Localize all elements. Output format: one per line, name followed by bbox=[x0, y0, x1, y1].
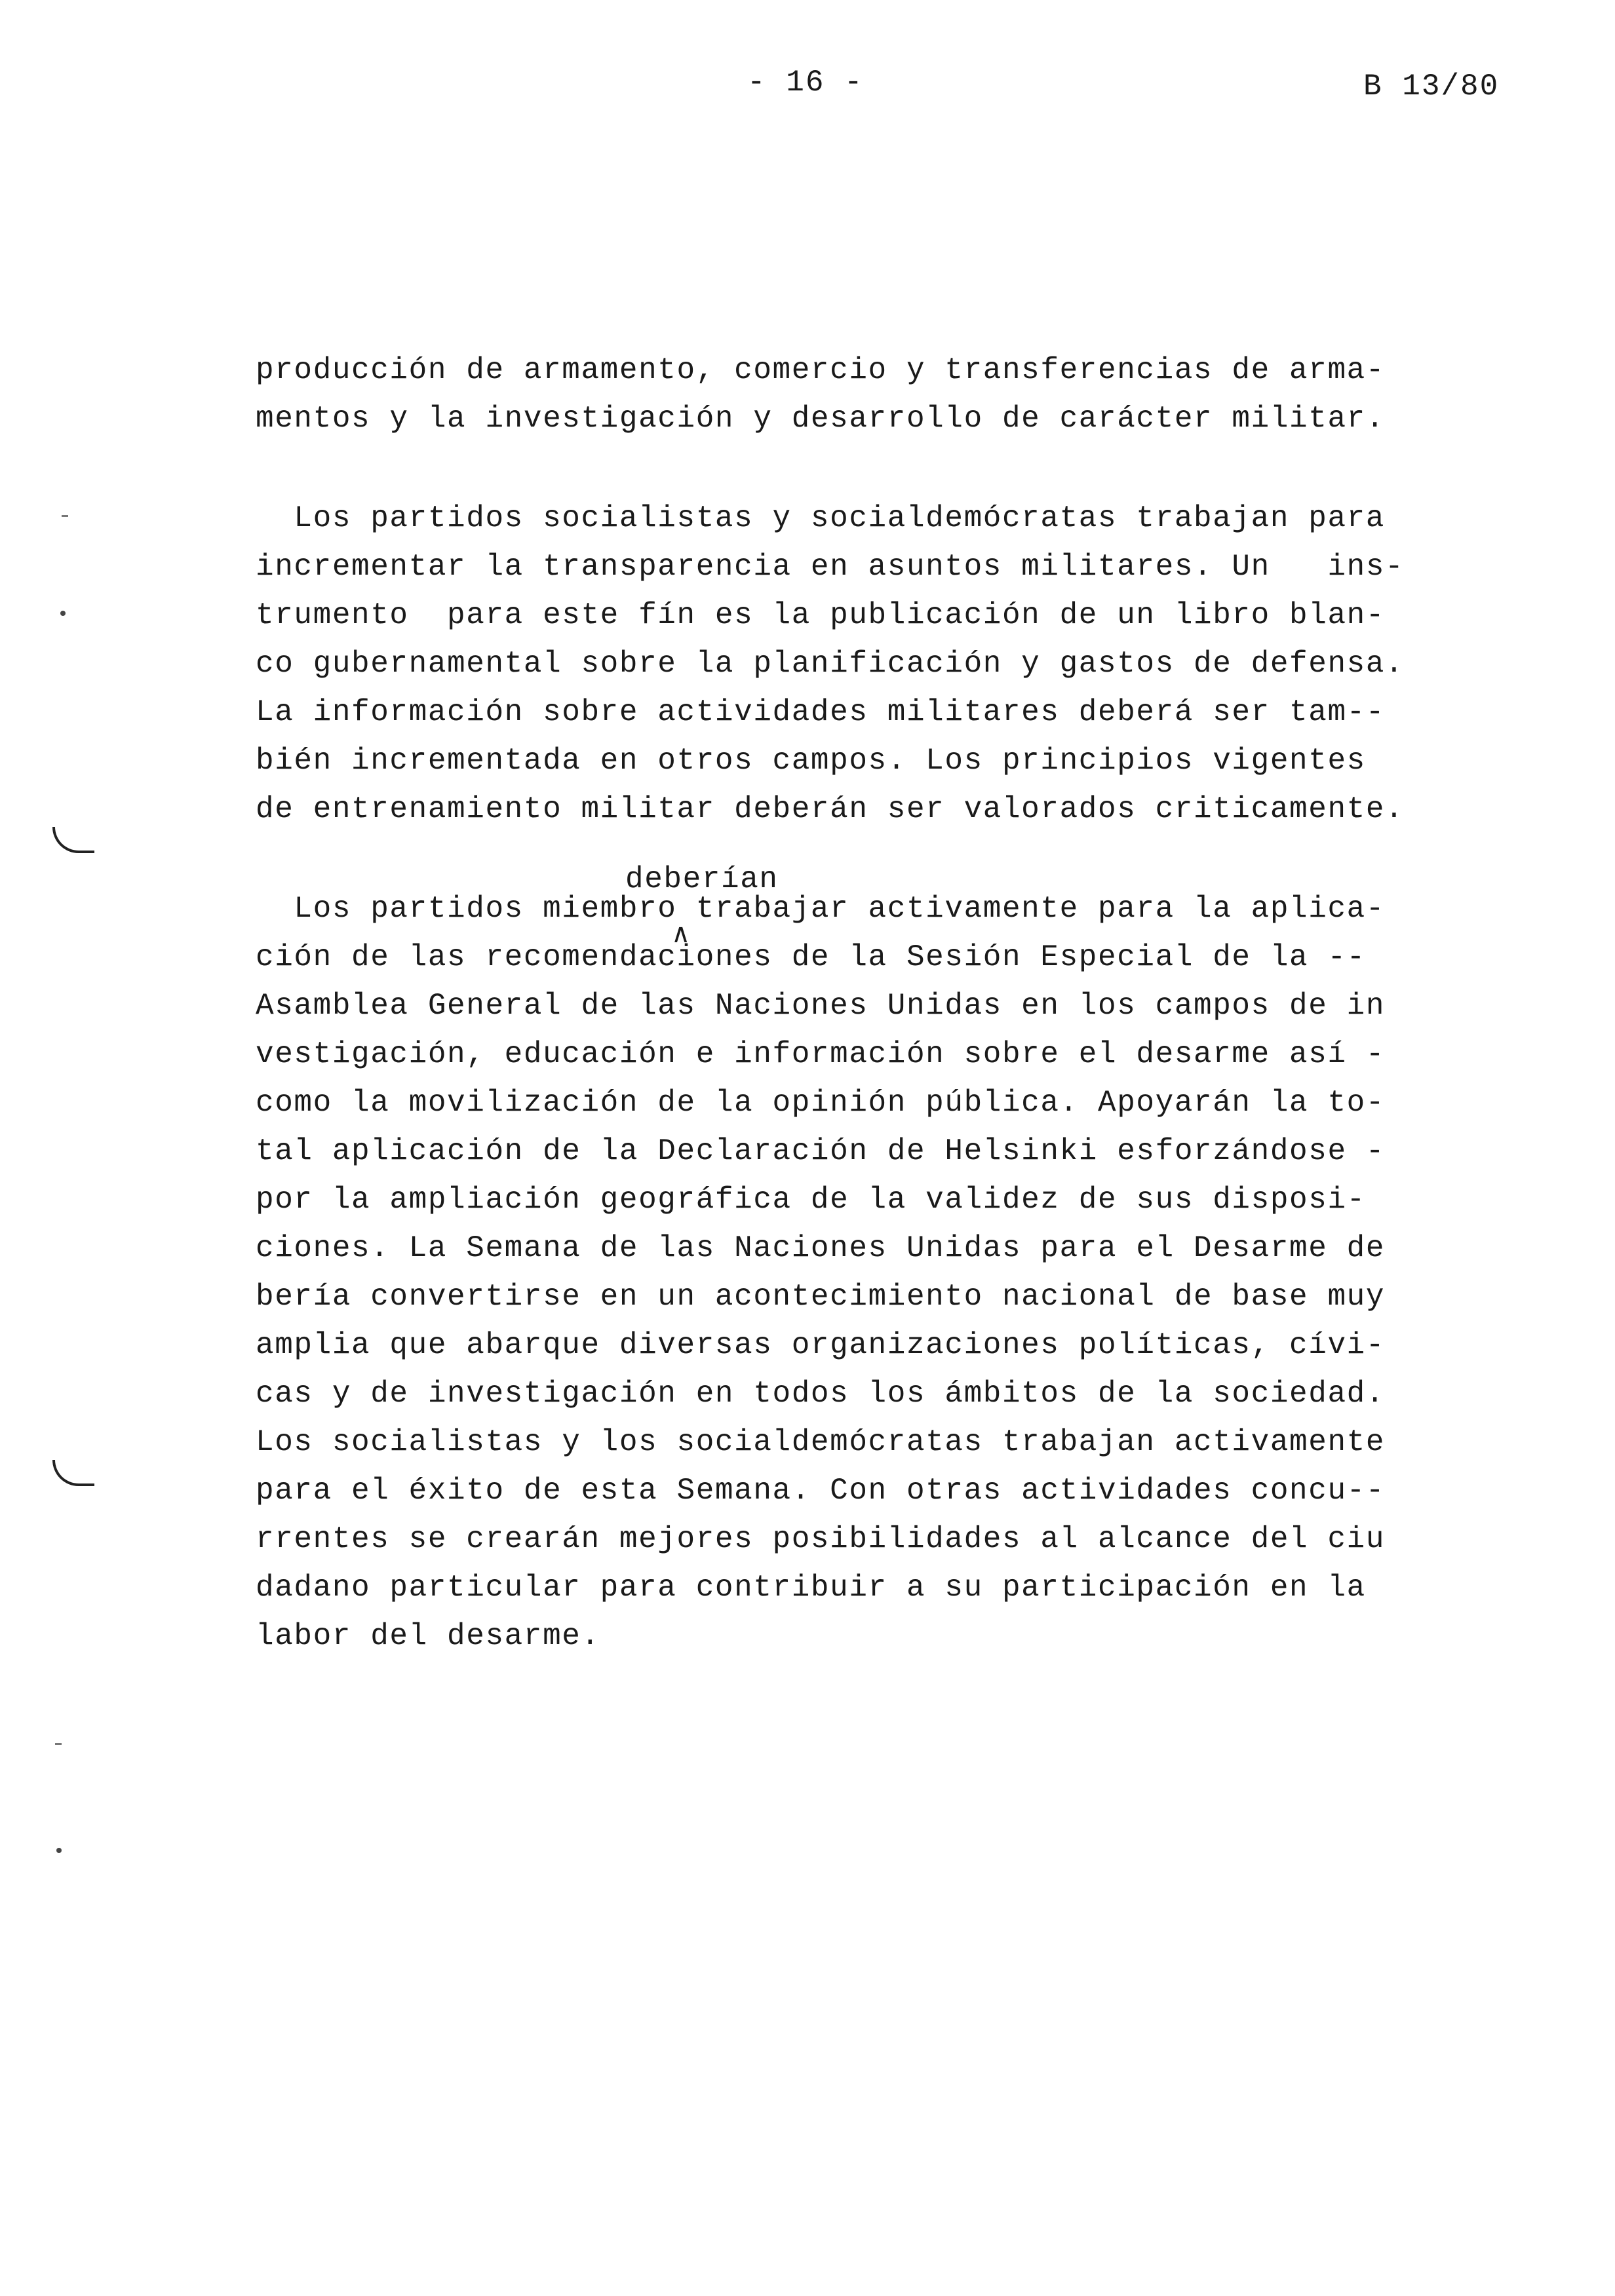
text-line: Asamblea General de las Naciones Unidas en los campos de in bbox=[256, 989, 1386, 1023]
text-line: vestigación, educación e información sobre el desarme así - bbox=[256, 1037, 1386, 1071]
text-line: incrementar la transparencia en asuntos militares. Un ins- bbox=[256, 550, 1405, 584]
paragraph-3 bbox=[256, 885, 1449, 1660]
text-line: cas y de investigación en todos los ámbitos de la sociedad. bbox=[256, 1377, 1386, 1411]
document-reference: B 13/80 bbox=[1363, 69, 1500, 104]
handwritten-insertion: deberían bbox=[625, 862, 779, 896]
text-line: de entrenamiento militar deberán ser valorados criticamente. bbox=[256, 792, 1405, 826]
text-line: La información sobre actividades militares deberá ser tam-- bbox=[256, 695, 1386, 729]
binding-mark-icon bbox=[52, 827, 94, 853]
text-line: bién incrementada en otros campos. Los principios vigentes bbox=[256, 744, 1366, 778]
text-line: por la ampliación geográfica de la validez de sus disposi- bbox=[256, 1183, 1366, 1217]
binding-mark-icon bbox=[52, 1460, 94, 1486]
text-line: labor del desarme. bbox=[256, 1619, 600, 1653]
text-line: ciones. La Semana de las Naciones Unidas para el Desarme de bbox=[256, 1231, 1386, 1265]
text-line: rrentes se crearán mejores posibilidades al alcance del ciu bbox=[256, 1522, 1386, 1556]
insertion-caret-icon: ∧ bbox=[671, 919, 691, 949]
text-line: ción de las recomendaciones de la Sesión Especial de la -- bbox=[256, 940, 1366, 974]
text-line: para el éxito de esta Semana. Con otras actividades concu-- bbox=[256, 1474, 1386, 1508]
text-line: mentos y la investigación y desarrollo de carácter militar. bbox=[256, 402, 1386, 436]
text-line: dadano particular para contribuir a su participación en la bbox=[256, 1571, 1366, 1605]
text-line: Los partidos socialistas y socialdemócratas trabajan para bbox=[256, 501, 1386, 535]
scan-speck bbox=[56, 1848, 62, 1853]
text-line: amplia que abarque diversas organizaciones políticas, cívi- bbox=[256, 1328, 1386, 1362]
text-line: producción de armamento, comercio y transferencias de arma- bbox=[256, 353, 1386, 387]
text-line: tal aplicación de la Declaración de Helsinki esforzándose - bbox=[256, 1134, 1386, 1168]
text-line: co gubernamental sobre la planificación y gastos de defensa. bbox=[256, 647, 1405, 681]
paragraph-2 bbox=[256, 494, 1449, 833]
text-line: trumento para este fín es la publicación de un libro blan- bbox=[256, 598, 1386, 632]
scan-speck bbox=[55, 1743, 62, 1745]
scan-speck bbox=[62, 515, 68, 517]
scan-speck bbox=[60, 611, 66, 616]
page-number: - 16 - bbox=[747, 66, 864, 100]
text-line: Los partidos miembro trabajar activamente para la aplica- bbox=[256, 892, 1386, 926]
paragraph-1 bbox=[256, 346, 1449, 443]
text-line: como la movilización de la opinión pública. Apoyarán la to- bbox=[256, 1086, 1386, 1120]
text-line: bería convertirse en un acontecimiento nacional de base muy bbox=[256, 1280, 1386, 1314]
text-line: Los socialistas y los socialdemócratas trabajan activamente bbox=[256, 1425, 1386, 1459]
